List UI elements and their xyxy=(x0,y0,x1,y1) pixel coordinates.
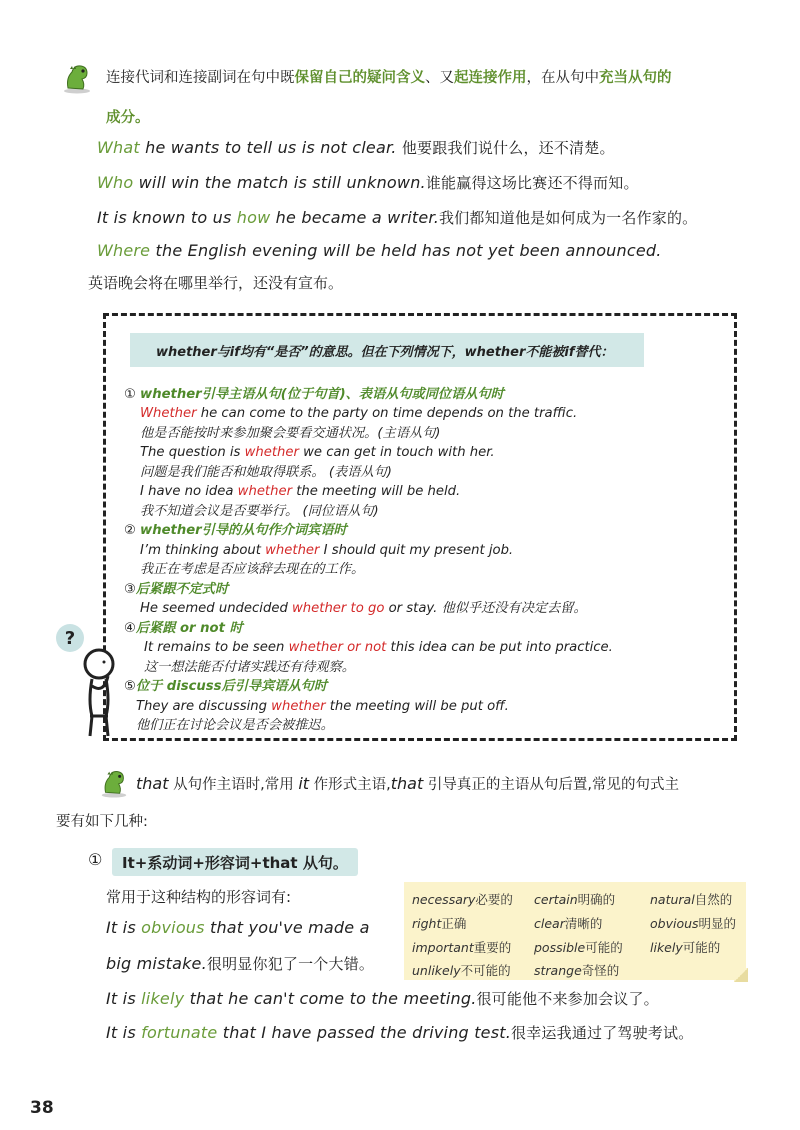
that-text: 引导真正的主语从句后置,常见的句式主 xyxy=(423,777,679,793)
that-paragraph-line2: 要有如下几种: xyxy=(56,814,148,830)
page-number: 38 xyxy=(30,1098,54,1118)
rule-keyword: whether or not xyxy=(288,640,387,655)
adjectives-note xyxy=(404,882,746,980)
rule-keyword: whether to go xyxy=(292,601,385,616)
adjective-necessary: necessary必要的 xyxy=(412,892,513,907)
dinosaur-icon xyxy=(60,60,94,94)
rule-keyword: whether xyxy=(237,484,292,499)
rule-1-translation-b: 问题是我们能否和她取得联系。 (表语从句) xyxy=(140,465,392,480)
example-text: he wants to tell us is not clear. xyxy=(139,138,402,157)
rule-example-text: the meeting will be put off. xyxy=(325,699,509,714)
rule-example-text: the meeting will be held. xyxy=(292,484,461,499)
rule-title: whether引导主语从句(位于句首)、表语从句或同位语从句时 xyxy=(140,387,504,402)
example-text-pre: It is xyxy=(106,1023,142,1042)
rule-5-example xyxy=(120,697,509,717)
example-3 xyxy=(97,207,697,228)
rule-1-example-b xyxy=(124,443,495,463)
rule-5-translation: 他们正在讨论会议是否会被推迟。 xyxy=(136,718,334,733)
rule-5-title xyxy=(124,677,327,697)
that-example-1-line2 xyxy=(106,953,374,974)
rule-title: whether引导的从句作介词宾语时 xyxy=(140,523,347,538)
example-text-pre: It is xyxy=(106,989,142,1008)
example-translation: 很幸运我通过了驾驶考试。 xyxy=(511,1024,694,1042)
whether-note-title: whether与if均有“是否”的意思。但在下列情况下，whether不能被if替代： xyxy=(130,333,644,367)
rule-number: ① xyxy=(124,387,136,402)
example-keyword: Where xyxy=(97,241,151,260)
example-text: will win the match is still unknown. xyxy=(133,173,426,192)
rule-number: ④ xyxy=(124,621,136,636)
intro-highlight-1: 保留自己的疑问含义 xyxy=(294,70,425,86)
example-translation: 他要跟我们说什么，还不清楚。 xyxy=(401,139,615,157)
that-text: 从句作主语时,常用 xyxy=(168,777,299,793)
rule-1-example-a xyxy=(124,404,577,424)
example-keyword: likely xyxy=(141,989,185,1008)
common-adjectives-label: 常用于这种结构的形容词有: xyxy=(106,888,292,906)
adjective-obvious: obvious明显的 xyxy=(650,916,737,931)
adjective-natural: natural自然的 xyxy=(650,892,733,907)
rule-1-title xyxy=(124,385,504,405)
rule-4-title xyxy=(124,619,243,639)
pattern-pill: It+系动词+形容词+that 从句。 xyxy=(112,848,358,876)
intro-line2: 成分。 xyxy=(106,110,150,126)
rule-title: 后紧跟 or not 时 xyxy=(135,621,243,636)
example-keyword: fortunate xyxy=(141,1023,218,1042)
rule-example-pre: He seemed undecided xyxy=(140,601,293,616)
intro-text: 连接代词和连接副词在句中既 xyxy=(106,70,295,86)
rule-title: 位于 discuss后引导宾语从句时 xyxy=(135,679,328,694)
that-keyword: that xyxy=(136,774,169,793)
rule-title: 后紧跟不定式时 xyxy=(135,582,229,597)
dinosaur-icon xyxy=(98,766,130,798)
that-paragraph xyxy=(136,770,679,799)
adjective-right: right正确 xyxy=(412,916,467,931)
rule-1-translation-c: 我不知道会议是否要举行。 (同位语从句) xyxy=(140,504,379,519)
rule-1-example-c xyxy=(124,482,460,502)
rule-keyword: whether xyxy=(271,699,326,714)
rule-2-example xyxy=(124,541,513,561)
example-keyword: Who xyxy=(97,173,134,192)
adjective-unlikely: unlikely不可能的 xyxy=(412,963,511,978)
that-text: 作形式主语, xyxy=(309,777,391,793)
adjective-strange: strange奇怪的 xyxy=(534,963,620,978)
question-mark-bubble: ? xyxy=(56,624,84,652)
rule-3-title xyxy=(124,580,228,600)
intro-highlight-3: 充当从句的 xyxy=(599,70,672,86)
that-example-1 xyxy=(106,918,370,937)
example-translation: 我们都知道他是如何成为一名作家的。 xyxy=(438,209,698,227)
example-text-pre: It is xyxy=(106,918,142,937)
example-keyword: obvious xyxy=(141,918,205,937)
intro-highlight-2: 起连接作用 xyxy=(454,70,527,86)
example-1 xyxy=(97,137,615,158)
example-keyword: how xyxy=(236,208,271,227)
example-4 xyxy=(97,241,662,260)
rule-4-example xyxy=(128,638,613,658)
rule-3-example xyxy=(124,599,587,619)
adjective-important: important重要的 xyxy=(412,940,512,955)
rule-example-text: we can get in touch with her. xyxy=(298,445,495,460)
rule-number: ③ xyxy=(124,582,136,597)
adjective-likely: likely可能的 xyxy=(650,940,721,955)
rule-example-text: I should quit my present job. xyxy=(319,543,514,558)
rule-keyword: whether xyxy=(244,445,299,460)
example-text: the English evening will be held has not yet been announced. xyxy=(150,241,662,260)
rule-example-pre: It remains to be seen xyxy=(144,640,289,655)
intro-paragraph xyxy=(106,64,756,92)
that-example-3 xyxy=(106,1022,693,1043)
example-translation: 很明显你犯了一个大错。 xyxy=(206,955,375,973)
that-keyword: that xyxy=(390,774,424,793)
example-text: that you've made a xyxy=(204,918,370,937)
example-text: that I have passed the driving test. xyxy=(217,1023,512,1042)
rule-keyword: Whether xyxy=(140,406,197,421)
example-text: that he can't come to the meeting. xyxy=(184,989,477,1008)
rule-4-translation: 这一想法能否付诸实践还有待观察。 xyxy=(144,660,355,675)
example-keyword: What xyxy=(97,138,140,157)
rule-example-pre: I’m thinking about xyxy=(140,543,266,558)
it-keyword: it xyxy=(298,774,310,793)
intro-text-mid: 、又 xyxy=(425,70,454,86)
note-folded-corner xyxy=(734,968,748,982)
adjective-possible: possible可能的 xyxy=(534,940,623,955)
intro-text-mid2: ，在从句中 xyxy=(526,70,599,86)
rule-example-text: he can come to the party on time depends on the traffic. xyxy=(196,406,578,421)
adjective-clear: clear清晰的 xyxy=(534,916,603,931)
example-text-pre: It is known to us xyxy=(97,208,237,227)
thinking-figure-icon xyxy=(74,646,124,738)
rule-keyword: whether xyxy=(265,543,320,558)
example-4-translation: 英语晚会将在哪里举行，还没有宣布。 xyxy=(88,274,344,292)
rule-example-text: this idea can be put into practice. xyxy=(386,640,613,655)
rule-2-title xyxy=(124,521,347,541)
rule-number: ② xyxy=(124,523,136,538)
rule-example-pre: They are discussing xyxy=(136,699,272,714)
rule-example-pre: The question is xyxy=(140,445,245,460)
rule-2-translation: 我正在考虑是否应该辞去现在的工作。 xyxy=(140,562,365,577)
rule-example-pre: I have no idea xyxy=(140,484,238,499)
rule-translation: 他似乎还没有决定去留。 xyxy=(441,601,587,616)
example-translation: 谁能赢得这场比赛还不得而知。 xyxy=(425,174,639,192)
example-text: he became a writer. xyxy=(270,208,439,227)
rule-number: ⑤ xyxy=(124,679,136,694)
example-translation: 很可能他不来参加会议了。 xyxy=(476,990,659,1008)
adjective-certain: certain明确的 xyxy=(534,892,616,907)
pattern-number: ① xyxy=(88,850,103,869)
that-example-2 xyxy=(106,988,659,1009)
rule-1-translation-a: 他是否能按时来参加聚会要看交通状况。(主语从句) xyxy=(140,426,441,441)
rule-example-text: or stay. xyxy=(384,601,442,616)
example-2 xyxy=(97,172,639,193)
example-text: big mistake. xyxy=(106,954,207,973)
